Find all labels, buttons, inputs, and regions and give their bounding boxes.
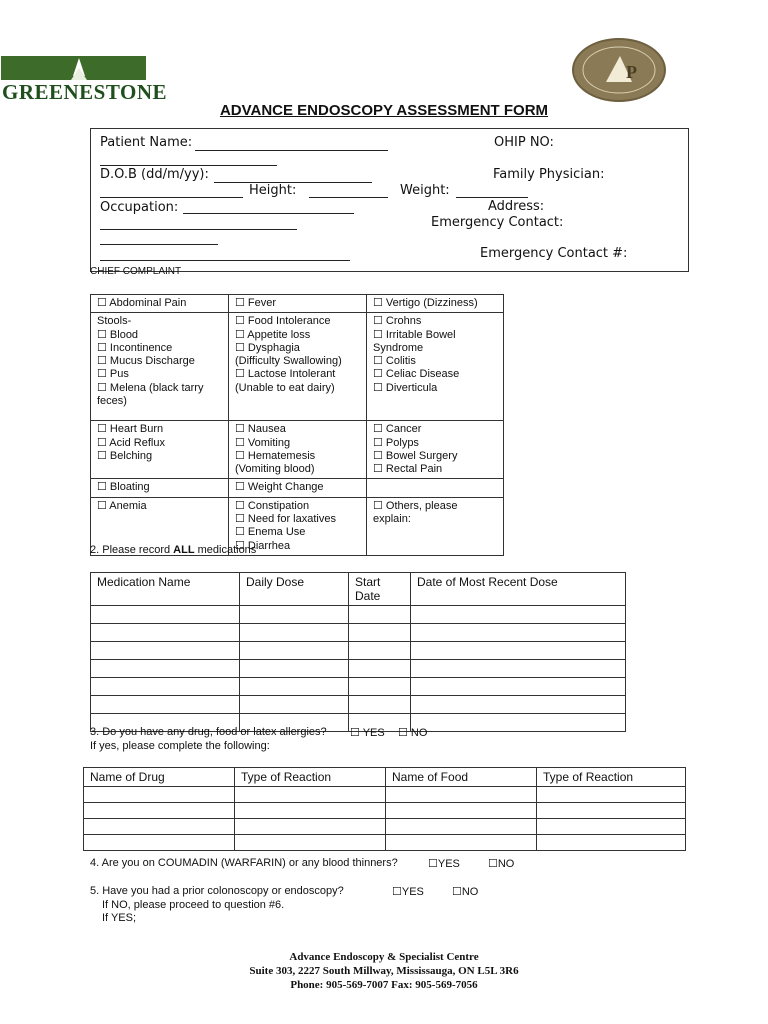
allergy-cell[interactable] [235,835,386,851]
med-cell[interactable] [240,624,349,642]
med-cell[interactable] [240,678,349,696]
allergy-cell[interactable] [84,819,235,835]
complaint-cell[interactable]: ☐ Heart Burn ☐ Acid Reflux ☐ Belching [91,421,229,479]
allergy-header: Name of Drug [84,768,235,787]
med-cell[interactable] [411,606,626,624]
q5-no-checkbox[interactable]: ☐NO [452,886,479,898]
allergy-cell[interactable] [386,819,537,835]
allergy-header: Type of Reaction [235,768,386,787]
allergy-cell[interactable] [537,819,686,835]
height-field[interactable] [309,197,388,198]
occupation-field-2[interactable] [100,229,297,230]
medications-question: 2. Please record ALL medications [90,544,257,556]
patient-name-label: Patient Name: [100,135,193,150]
med-cell[interactable] [411,678,626,696]
footer-address: Suite 303, 2227 South Millway, Mississauga, ON L5L 3R6 [249,965,519,977]
allergies-followup: If yes, please complete the following: [90,740,270,752]
complaint-cell[interactable]: ☐ Bloating [91,479,229,497]
occupation-field[interactable] [183,213,354,214]
complaint-cell[interactable]: Stools- ☐ Blood ☐ Incontinence ☐ Mucus Discharge ☐ Pus ☐ Melena (black tarry feces) [91,313,229,421]
q4-question: 4. Are you on COUMADIN (WARFARIN) or any blood thinners? [90,857,398,869]
med-cell[interactable] [411,714,626,732]
complaint-cell[interactable]: ☐ Constipation ☐ Need for laxatives ☐ Enema Use ☐ Diarrhea [229,497,367,555]
form-title: ADVANCE ENDOSCOPY ASSESSMENT FORM [219,102,549,119]
greenestone-logo: GREENESTONE [2,80,167,104]
allergies-table [83,767,686,851]
allergies-yes-checkbox[interactable]: ☐ YES [350,727,385,739]
complaint-cell[interactable]: ☐ Crohns ☐ Irritable Bowel Syndrome ☐ Colitis ☐ Celiac Disease ☐ Diverticula [367,313,504,421]
med-cell[interactable] [349,642,411,660]
weight-label: Weight: [400,183,450,198]
q4-yes-checkbox[interactable]: ☐YES [428,858,460,870]
complaint-cell[interactable]: ☐ Others, please explain: [367,497,504,555]
endoscopy-centre-seal [572,38,666,102]
svg-text:P: P [626,62,637,82]
complaint-cell[interactable]: ☐ Nausea ☐ Vomiting ☐ Hematemesis (Vomiting blood) [229,421,367,479]
dob-label: D.O.B (dd/m/yy): [100,167,209,182]
chief-complaint-label: CHIEF COMPLAINT [90,266,182,277]
complaint-cell[interactable]: ☐ Anemia [91,497,229,555]
med-cell[interactable] [411,642,626,660]
med-cell[interactable] [240,606,349,624]
allergy-cell[interactable] [537,835,686,851]
greenestone-logo-band [1,56,146,80]
q5-question: 5. Have you had a prior colonoscopy or endoscopy? [90,885,344,897]
med-cell[interactable] [91,660,240,678]
med-cell[interactable] [91,642,240,660]
med-cell[interactable] [411,696,626,714]
med-cell[interactable] [91,624,240,642]
med-cell[interactable] [349,696,411,714]
med-header: Date of Most Recent Dose [411,573,626,606]
dob-field-2[interactable] [100,197,243,198]
med-cell[interactable] [411,624,626,642]
med-cell[interactable] [91,696,240,714]
allergies-no-checkbox[interactable]: ☐ NO [398,727,428,739]
chief-complaint-table [90,294,504,556]
ohip-label: OHIP NO: [494,135,554,150]
weight-field[interactable] [456,197,528,198]
allergy-cell[interactable] [386,835,537,851]
med-cell[interactable] [240,660,349,678]
tree-icon [1,56,146,80]
med-cell[interactable] [240,696,349,714]
q5-yes-checkbox[interactable]: ☐YES [392,886,424,898]
address-label: Address: [488,199,545,214]
footer-phone-fax: Phone: 905-569-7007 Fax: 905-569-7056 [290,979,478,991]
emergency-contact-label: Emergency Contact: [431,215,564,230]
allergy-cell[interactable] [386,787,537,803]
allergy-cell[interactable] [235,787,386,803]
occupation-field-3[interactable] [100,244,218,245]
allergies-question: 3. Do you have any drug, food or latex allergies? [90,726,327,738]
complaint-cell[interactable]: ☐ Cancer ☐ Polyps ☐ Bowel Surgery ☐ Rectal Pain [367,421,504,479]
complaint-cell [367,479,504,497]
med-cell[interactable] [349,660,411,678]
allergy-cell[interactable] [386,803,537,819]
complaint-cell[interactable]: ☐ Abdominal Pain [91,295,229,313]
patient-name-field-2[interactable] [100,165,277,166]
complaint-cell[interactable]: ☐ Weight Change [229,479,367,497]
med-cell[interactable] [349,606,411,624]
complaint-cell[interactable]: ☐ Vertigo (Dizziness) [367,295,504,313]
height-label: Height: [249,183,297,198]
allergy-cell[interactable] [537,803,686,819]
occupation-label: Occupation: [100,200,179,215]
medications-table [90,572,626,732]
allergy-cell[interactable] [84,803,235,819]
med-cell[interactable] [91,678,240,696]
allergy-header: Name of Food [386,768,537,787]
emergency-contact-number-label: Emergency Contact #: [480,246,628,261]
q5-if-yes: If YES; [102,912,137,924]
allergy-cell[interactable] [84,787,235,803]
allergy-cell[interactable] [235,819,386,835]
allergy-cell[interactable] [235,803,386,819]
q4-no-checkbox[interactable]: ☐NO [488,858,515,870]
patient-name-field[interactable] [195,150,388,151]
footer-centre-name: Advance Endoscopy & Specialist Centre [289,951,479,963]
address-field[interactable] [100,260,350,261]
q5-if-no: If NO, please proceed to question #6. [102,899,285,911]
med-header: Medication Name [91,573,240,606]
allergy-cell[interactable] [537,787,686,803]
family-physician-label: Family Physician: [493,167,605,182]
complaint-cell[interactable]: ☐ Fever [229,295,367,313]
med-cell[interactable] [91,606,240,624]
med-cell[interactable] [349,624,411,642]
med-cell[interactable] [240,642,349,660]
med-cell[interactable] [349,678,411,696]
med-cell[interactable] [411,660,626,678]
med-header: Start Date [349,573,411,606]
med-header: Daily Dose [240,573,349,606]
allergy-header: Type of Reaction [537,768,686,787]
complaint-cell[interactable]: ☐ Food Intolerance ☐ Appetite loss ☐ Dysphagia (Difficulty Swallowing) ☐ Lactose Intolerant (Unable to eat dairy) [229,313,367,421]
footer [0,950,768,992]
allergy-cell[interactable] [84,835,235,851]
